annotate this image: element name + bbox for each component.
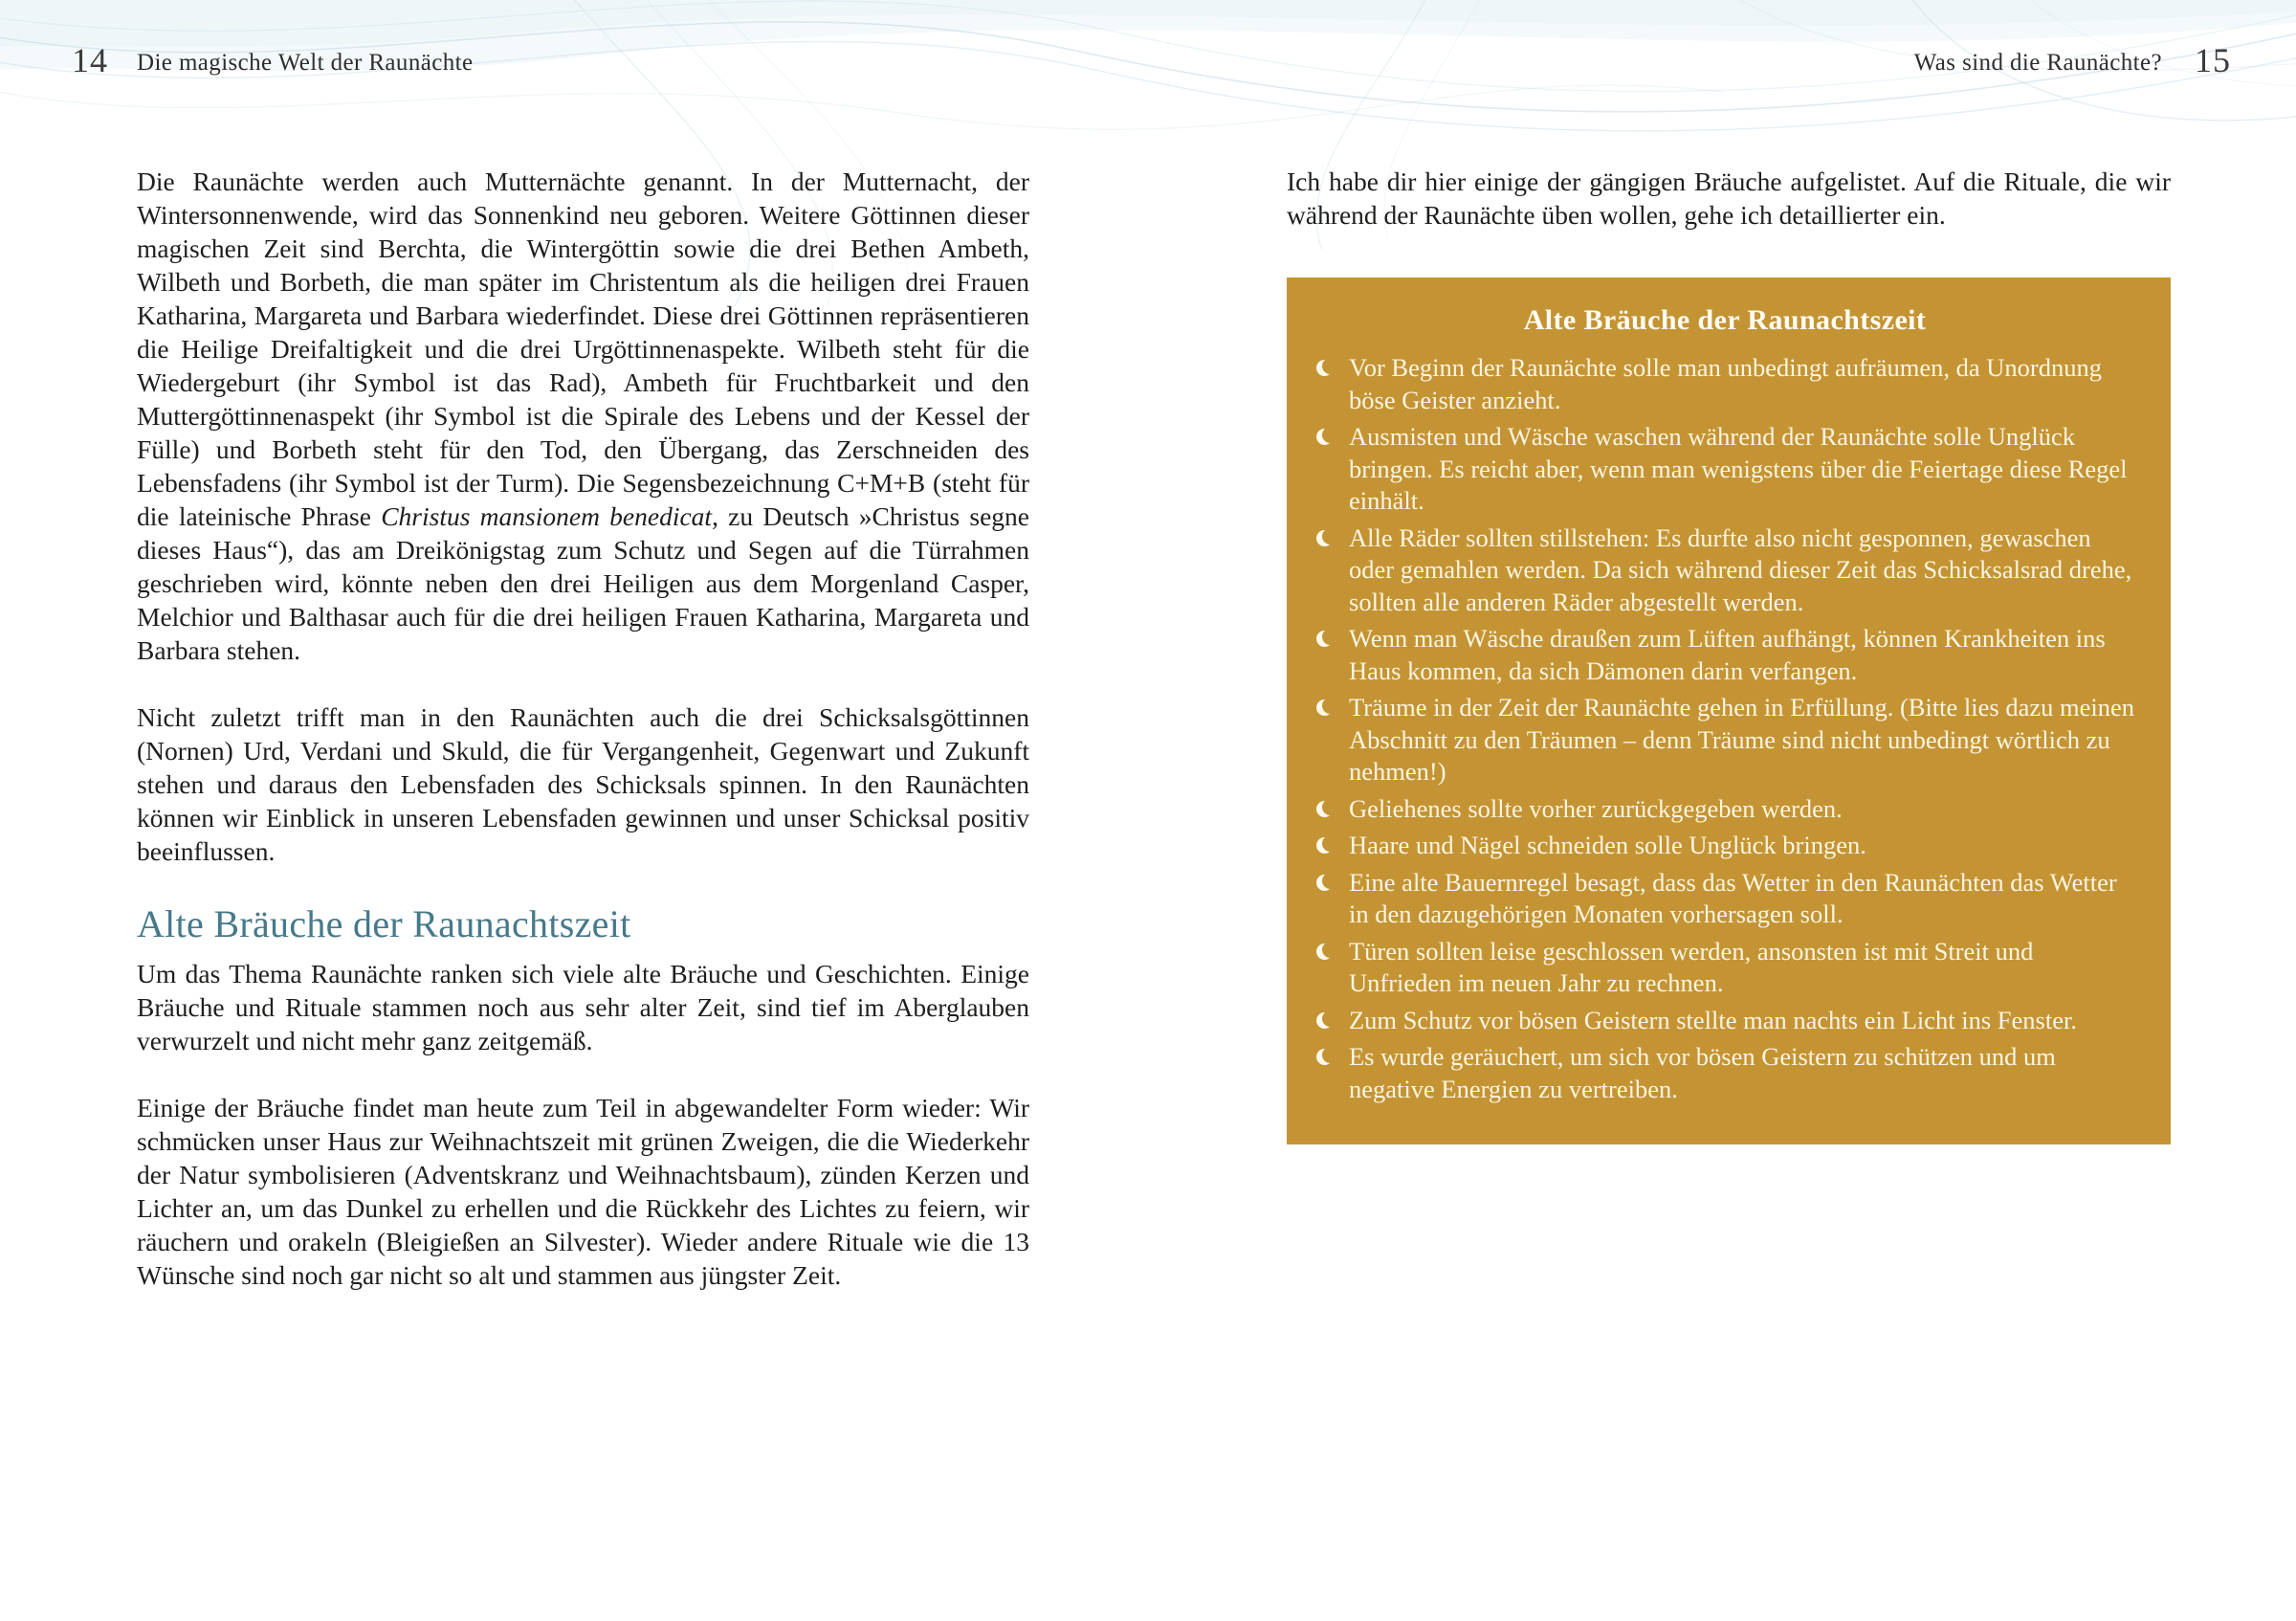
left-page-column xyxy=(137,165,1029,1325)
list-item-text: Eine alte Bauernregel besagt, dass das Wetter in den Raunächten das Wetter in den dazugehörigen Monaten vorhersagen soll. xyxy=(1349,867,2117,928)
list-item-text: Türen sollten leise geschlossen werden, ansonsten ist mit Streit und Unfrieden im neuen Jahr zu rechnen. xyxy=(1349,936,2034,997)
paragraph-norns: Nicht zuletzt trifft man in den Raunächten auch die drei Schicksalsgöttinnen (Nornen) Urd, Verdani und Skuld, die für Vergangenheit, Gegenwart und Zukunft stehen und daraus den Lebensfaden des Schicksals spinnen. In den Raunächten können wir Einblick in unseren Lebensfaden gewinnen und unser Schicksal positiv beeinflussen. xyxy=(137,702,1029,866)
crescent-moon-icon xyxy=(1316,837,1333,854)
paragraph-goddesses-text-end: , zu Deutsch »Christus segne dieses Haus“), das am Dreikönigstag zum Schutz und Segen auf die Türrahmen geschrieben wird, könnte neben den drei Heiligen aus dem Morgenland Casper, Melchior und Balthasar auch für die drei heiligen Frauen Katharina, Margareta und Barbara stehen. xyxy=(137,501,1030,665)
list-item xyxy=(1315,867,2134,931)
crescent-moon-icon xyxy=(1316,699,1333,716)
list-item-text: Zum Schutz vor bösen Geistern stellte man nachts ein Licht ins Fenster. xyxy=(1349,1005,2077,1034)
list-item xyxy=(1315,692,2134,788)
crescent-moon-icon xyxy=(1316,360,1333,376)
list-item-text: Haare und Nägel schneiden solle Unglück bringen. xyxy=(1349,831,1866,859)
customs-box xyxy=(1287,278,2171,1144)
list-item-text: Ausmisten und Wäsche waschen während der Raunächte solle Unglück bringen. Es reicht aber, wenn man wenigstens über die Feiertage diese Regel einhält. xyxy=(1349,422,2128,515)
crescent-moon-icon xyxy=(1316,1012,1333,1029)
crescent-moon-icon xyxy=(1316,530,1333,546)
list-item-text: Träume in der Zeit der Raunächte gehen in Erfüllung. (Bitte lies dazu meinen Abschnitt zu den Träumen – denn Träume sind nicht unbedingt wörtlich zu nehmen!) xyxy=(1349,693,2135,786)
list-item xyxy=(1315,352,2134,416)
paragraph-old-customs: Um das Thema Raunächte ranken sich viele alte Bräuche und Geschichten. Einige Bräuche und Rituale stammen noch aus sehr alter Zeit, sind tief im Aberglauben verwurzelt und nicht mehr ganz zeitgemäß. xyxy=(137,959,1029,1055)
list-item-text: Es wurde geräuchert, um sich vor bösen Geistern zu schützen und um negative Energien zu vertreiben. xyxy=(1349,1042,2056,1103)
running-header-left: Die magische Welt der Raunächte xyxy=(137,50,474,76)
crescent-moon-icon xyxy=(1316,944,1333,960)
list-item-text: Wenn man Wäsche draußen zum Lüften aufhängt, können Krankheiten ins Haus kommen, da sich Dämonen darin verfangen. xyxy=(1349,624,2106,685)
paragraph-goddesses xyxy=(137,165,1029,667)
list-item xyxy=(1315,1041,2134,1105)
list-item xyxy=(1315,522,2134,619)
customs-list xyxy=(1315,352,2134,1105)
crescent-moon-icon xyxy=(1316,631,1333,647)
running-header-right: Was sind die Raunächte? xyxy=(1913,50,2162,76)
right-page-column xyxy=(1287,165,2171,265)
list-item xyxy=(1315,830,2134,862)
list-item-text: Vor Beginn der Raunächte solle man unbedingt aufräumen, da Unordnung böse Geister anzieht. xyxy=(1349,353,2102,414)
crescent-moon-icon xyxy=(1316,429,1333,445)
section-heading: Alte Bräuche der Raunachtszeit xyxy=(137,902,631,945)
customs-box-title: Alte Bräuche der Raunachtszeit xyxy=(1523,304,1927,336)
list-item-text: Geliehenes sollte vorher zurückgegeben werden. xyxy=(1349,793,1843,823)
page-number-left: 14 xyxy=(72,41,108,79)
list-item xyxy=(1315,793,2134,826)
paragraph-goddesses-text: Die Raunächte werden auch Mutternächte genannt. In der Mutternacht, der Wintersonnenwende, wird das Sonnenkind neu geboren. Weitere Göttinnen dieser magischen Zeit sind Berchta, die Wintergöttin sowie die drei Bethen Ambeth, Wilbeth und Borbeth, die man später im Christentum als die heiligen drei Frauen Katharina, Margareta und Barbara wiederfindet. Diese drei Göttinnen repräsentieren die Heilige Dreifaltigkeit und die drei Urgöttinnenaspekte. Wilbeth steht für die Wiedergeburt (ihr Symbol ist das Rad), Ambeth für Fruchtbarkeit und den Muttergöttinnenaspekt (ihr Symbol ist die Spirale des Lebens und der Kessel der Fülle) und Borbeth steht für den Tod, den Übergang, das Zerschneiden des Lebensfadens (ihr Symbol ist der Turm). Die Segensbezeichnung C+M+B (steht für die lateinische Phrase xyxy=(137,167,1029,531)
list-item xyxy=(1315,936,2134,1000)
paragraph-modern-customs: Einige der Bräuche findet man heute zum Teil in abgewandelter Form wieder: Wir schmücken unser Haus zur Weihnachtszeit mit grünen Zweigen, die die Wiederkehr der Natur symbolisieren (Adventskranz und Weihnachtsbaum), zünden Kerzen und Lichter an, um das Dunkel zu erhellen und die Rückkehr des Lichtes zu feiern, wir räuchern und orakeln (Bleigießen an Silvester). Wieder andere Rituale wie die 13 Wünsche sind noch gar nicht so alt und stammen aus jüngster Zeit. xyxy=(137,1093,1029,1290)
list-item-text: Alle Räder sollten stillstehen: Es durfte also nicht gesponnen, gewaschen oder gemahlen werden. Da sich während dieser Zeit das Schicksalsrad drehe, sollten alle anderen Räder abgestellt werden. xyxy=(1349,522,2132,616)
crescent-moon-icon xyxy=(1316,875,1333,891)
crescent-moon-icon xyxy=(1316,1049,1333,1065)
page-number-right: 15 xyxy=(2195,41,2231,79)
paragraph-intro: Ich habe dir hier einige der gängigen Bräuche aufgelistet. Auf die Rituale, die wir während der Raunächte üben wollen, gehe ich detaillierter ein. xyxy=(1287,167,2171,230)
list-item xyxy=(1315,623,2134,687)
list-item xyxy=(1315,421,2134,518)
latin-phrase-italic: Christus mansionem benedicat xyxy=(381,501,713,531)
list-item xyxy=(1315,1005,2134,1037)
crescent-moon-icon xyxy=(1316,801,1333,817)
